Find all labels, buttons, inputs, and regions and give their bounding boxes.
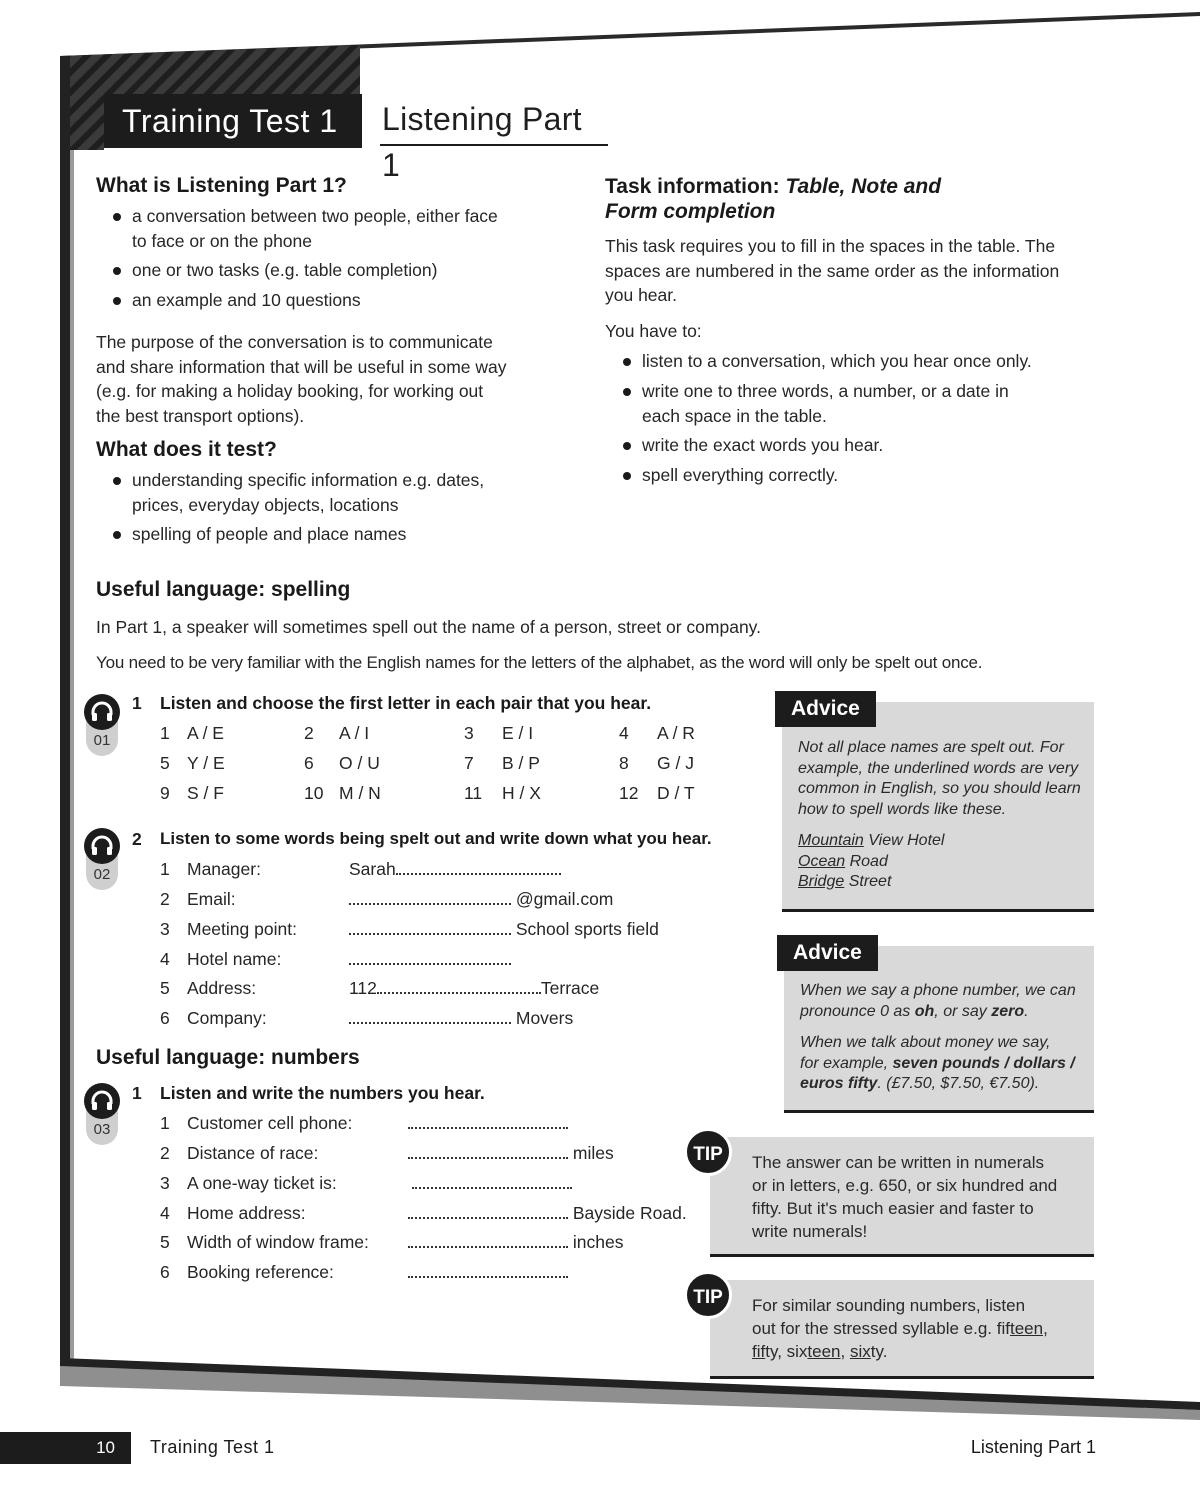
what-test-heading: What does it test? (96, 438, 277, 461)
letter-pair-4: 4 A / R (619, 723, 695, 743)
number-answer-3[interactable] (412, 1173, 572, 1194)
number-answer-1[interactable] (408, 1113, 568, 1134)
number-item-2: 2 Distance of race: (160, 1143, 319, 1163)
advice-tab-1: Advice (775, 691, 876, 727)
exercise-3-instruction: Listen and write the numbers you hear. (160, 1083, 485, 1103)
number-item-6: 6 Booking reference: (160, 1262, 334, 1282)
spelling-line-1: In Part 1, a speaker will sometimes spell out the name of a person, street or company. (96, 617, 761, 637)
number-answer-4[interactable]: Bayside Road. (408, 1203, 687, 1224)
spell-item-5: 5 Address: (160, 978, 257, 998)
bullet-text: to face or on the phone (132, 230, 312, 251)
audio-track-03[interactable] (84, 1083, 120, 1155)
spell-item-3: 3 Meeting point: (160, 919, 297, 939)
header-subtitle: Listening Part 1 (380, 96, 608, 146)
bullet-text: a conversation between two people, either face (132, 206, 498, 226)
spell-answer-6[interactable]: Movers (349, 1008, 573, 1029)
letter-pair-1: 1 A / E (160, 723, 224, 743)
spell-answer-3[interactable]: School sports field (349, 919, 659, 940)
advice-1-text: Not all place names are spelt out. For example, the underlined words are very common in English, so you should learn how to spell words like these. (798, 739, 1081, 818)
task-info-bullet-4: spell everything correctly. (620, 463, 838, 488)
track-number: 03 (93, 1121, 111, 1138)
task-info-bullet-2: write one to three words, a number, or a date in each space in the table. (620, 379, 1009, 428)
number-answer-6[interactable] (408, 1262, 568, 1283)
spell-answer-4[interactable] (349, 949, 511, 970)
numbers-heading: Useful language: numbers (96, 1046, 360, 1069)
number-item-4: 4 Home address: (160, 1203, 306, 1223)
number-answer-5[interactable]: inches (408, 1232, 623, 1253)
task-info-bullet-3: write the exact words you hear. (620, 433, 883, 458)
exercise-1-instruction: Listen and choose the first letter in each pair that you hear. (160, 693, 652, 713)
tip-badge-1: TIP (684, 1128, 732, 1176)
tip-badge-2: TIP (684, 1271, 732, 1319)
what-is-bullet-2: one or two tasks (e.g. table completion) (110, 258, 437, 283)
what-test-bullet-2: spelling of people and place names (110, 522, 406, 547)
number-item-3: 3 A one-way ticket is: (160, 1173, 337, 1193)
advice-2-para-1: When we say a phone number, we can pronounce 0 as oh, or say zero. (800, 982, 1076, 1020)
what-is-bullet-3: an example and 10 questions (110, 288, 361, 313)
spell-answer-5[interactable]: 112 Terrace (349, 978, 600, 998)
letter-pair-10: 10 M / N (304, 783, 381, 803)
number-item-1: 1 Customer cell phone: (160, 1113, 353, 1133)
number-item-5: 5 Width of window frame: (160, 1232, 369, 1252)
exercise-1-number: 1 (132, 693, 142, 713)
headphones-icon (90, 1089, 114, 1113)
task-info-paragraph: This task requires you to fill in the spaces in the table. The spaces are numbered in the same order as the information you hear. (605, 236, 1060, 305)
letter-pair-3: 3 E / I (464, 723, 534, 743)
advice-tab-2: Advice (777, 935, 878, 971)
letter-pair-12: 12 D / T (619, 783, 695, 803)
audio-track-02[interactable] (84, 828, 120, 900)
advice-1-names: Mountain View Hotel Ocean Road Bridge Street (798, 832, 945, 890)
exercise-2-number: 2 (132, 829, 142, 849)
header-title: Training Test 1 (104, 94, 362, 148)
track-number: 01 (93, 732, 111, 749)
headphones-icon (90, 700, 114, 724)
tip-2-text: For similar sounding numbers, listen out for the stressed syllable e.g. fifteen, fifty, sixteen, sixty. (752, 1296, 1048, 1361)
footer-left: Training Test 1 (150, 1437, 275, 1457)
spell-item-1: 1 Manager: (160, 859, 261, 879)
letter-pair-2: 2 A / I (304, 723, 370, 743)
tip-1-text: The answer can be written in numerals or in letters, e.g. 650, or six hundred and fifty. But it's much easier and faster to write numerals! (752, 1153, 1058, 1241)
exercise-3-number: 1 (132, 1083, 142, 1103)
number-answer-2[interactable]: miles (408, 1143, 614, 1164)
audio-track-01[interactable] (84, 694, 120, 766)
spelling-line-2: You need to be very familiar with the English names for the letters of the alphabet, as the word will only be spelt out once. (96, 653, 983, 672)
letter-pair-8: 8 G / J (619, 753, 694, 773)
spelling-heading: Useful language: spelling (96, 578, 351, 601)
task-info-bullet-1: listen to a conversation, which you hear once only. (620, 349, 1032, 374)
page-number: 10 (0, 1432, 131, 1464)
letter-pair-9: 9 S / F (160, 783, 224, 803)
what-is-bullet-1 (110, 204, 498, 253)
spell-item-6: 6 Company: (160, 1008, 267, 1028)
what-is-heading: What is Listening Part 1? (96, 174, 347, 197)
what-is-paragraph: The purpose of the conversation is to communicate and share information that will be useful in some way (e.g. for making a holiday booking, for working out the best transport options). (96, 332, 507, 426)
footer-right: Listening Part 1 (970, 1437, 1096, 1457)
spell-answer-1[interactable]: Sarah (349, 859, 561, 880)
task-info-heading: Task information: Table, Note and Form completion (605, 175, 942, 223)
advice-2-para-2: When we talk about money we say, for example, seven pounds / dollars / euros fifty. (£7.50, $7.50, €7.50). (800, 1034, 1075, 1092)
headphones-icon (90, 834, 114, 858)
track-number: 02 (93, 866, 111, 883)
letter-pair-6: 6 O / U (304, 753, 380, 773)
letter-pair-11: 11 H / X (464, 783, 541, 803)
task-info-have-to: You have to: (605, 321, 702, 341)
spell-item-4: 4 Hotel name: (160, 949, 282, 969)
spell-item-2: 2 Email: (160, 889, 236, 909)
letter-pair-5: 5 Y / E (160, 753, 225, 773)
letter-pair-7: 7 B / P (464, 753, 540, 773)
what-test-bullet-1: understanding specific information e.g. dates, prices, everyday objects, locations (110, 468, 484, 517)
exercise-2-instruction: Listen to some words being spelt out and write down what you hear. (160, 829, 712, 848)
spell-answer-2[interactable]: @gmail.com (349, 889, 613, 910)
